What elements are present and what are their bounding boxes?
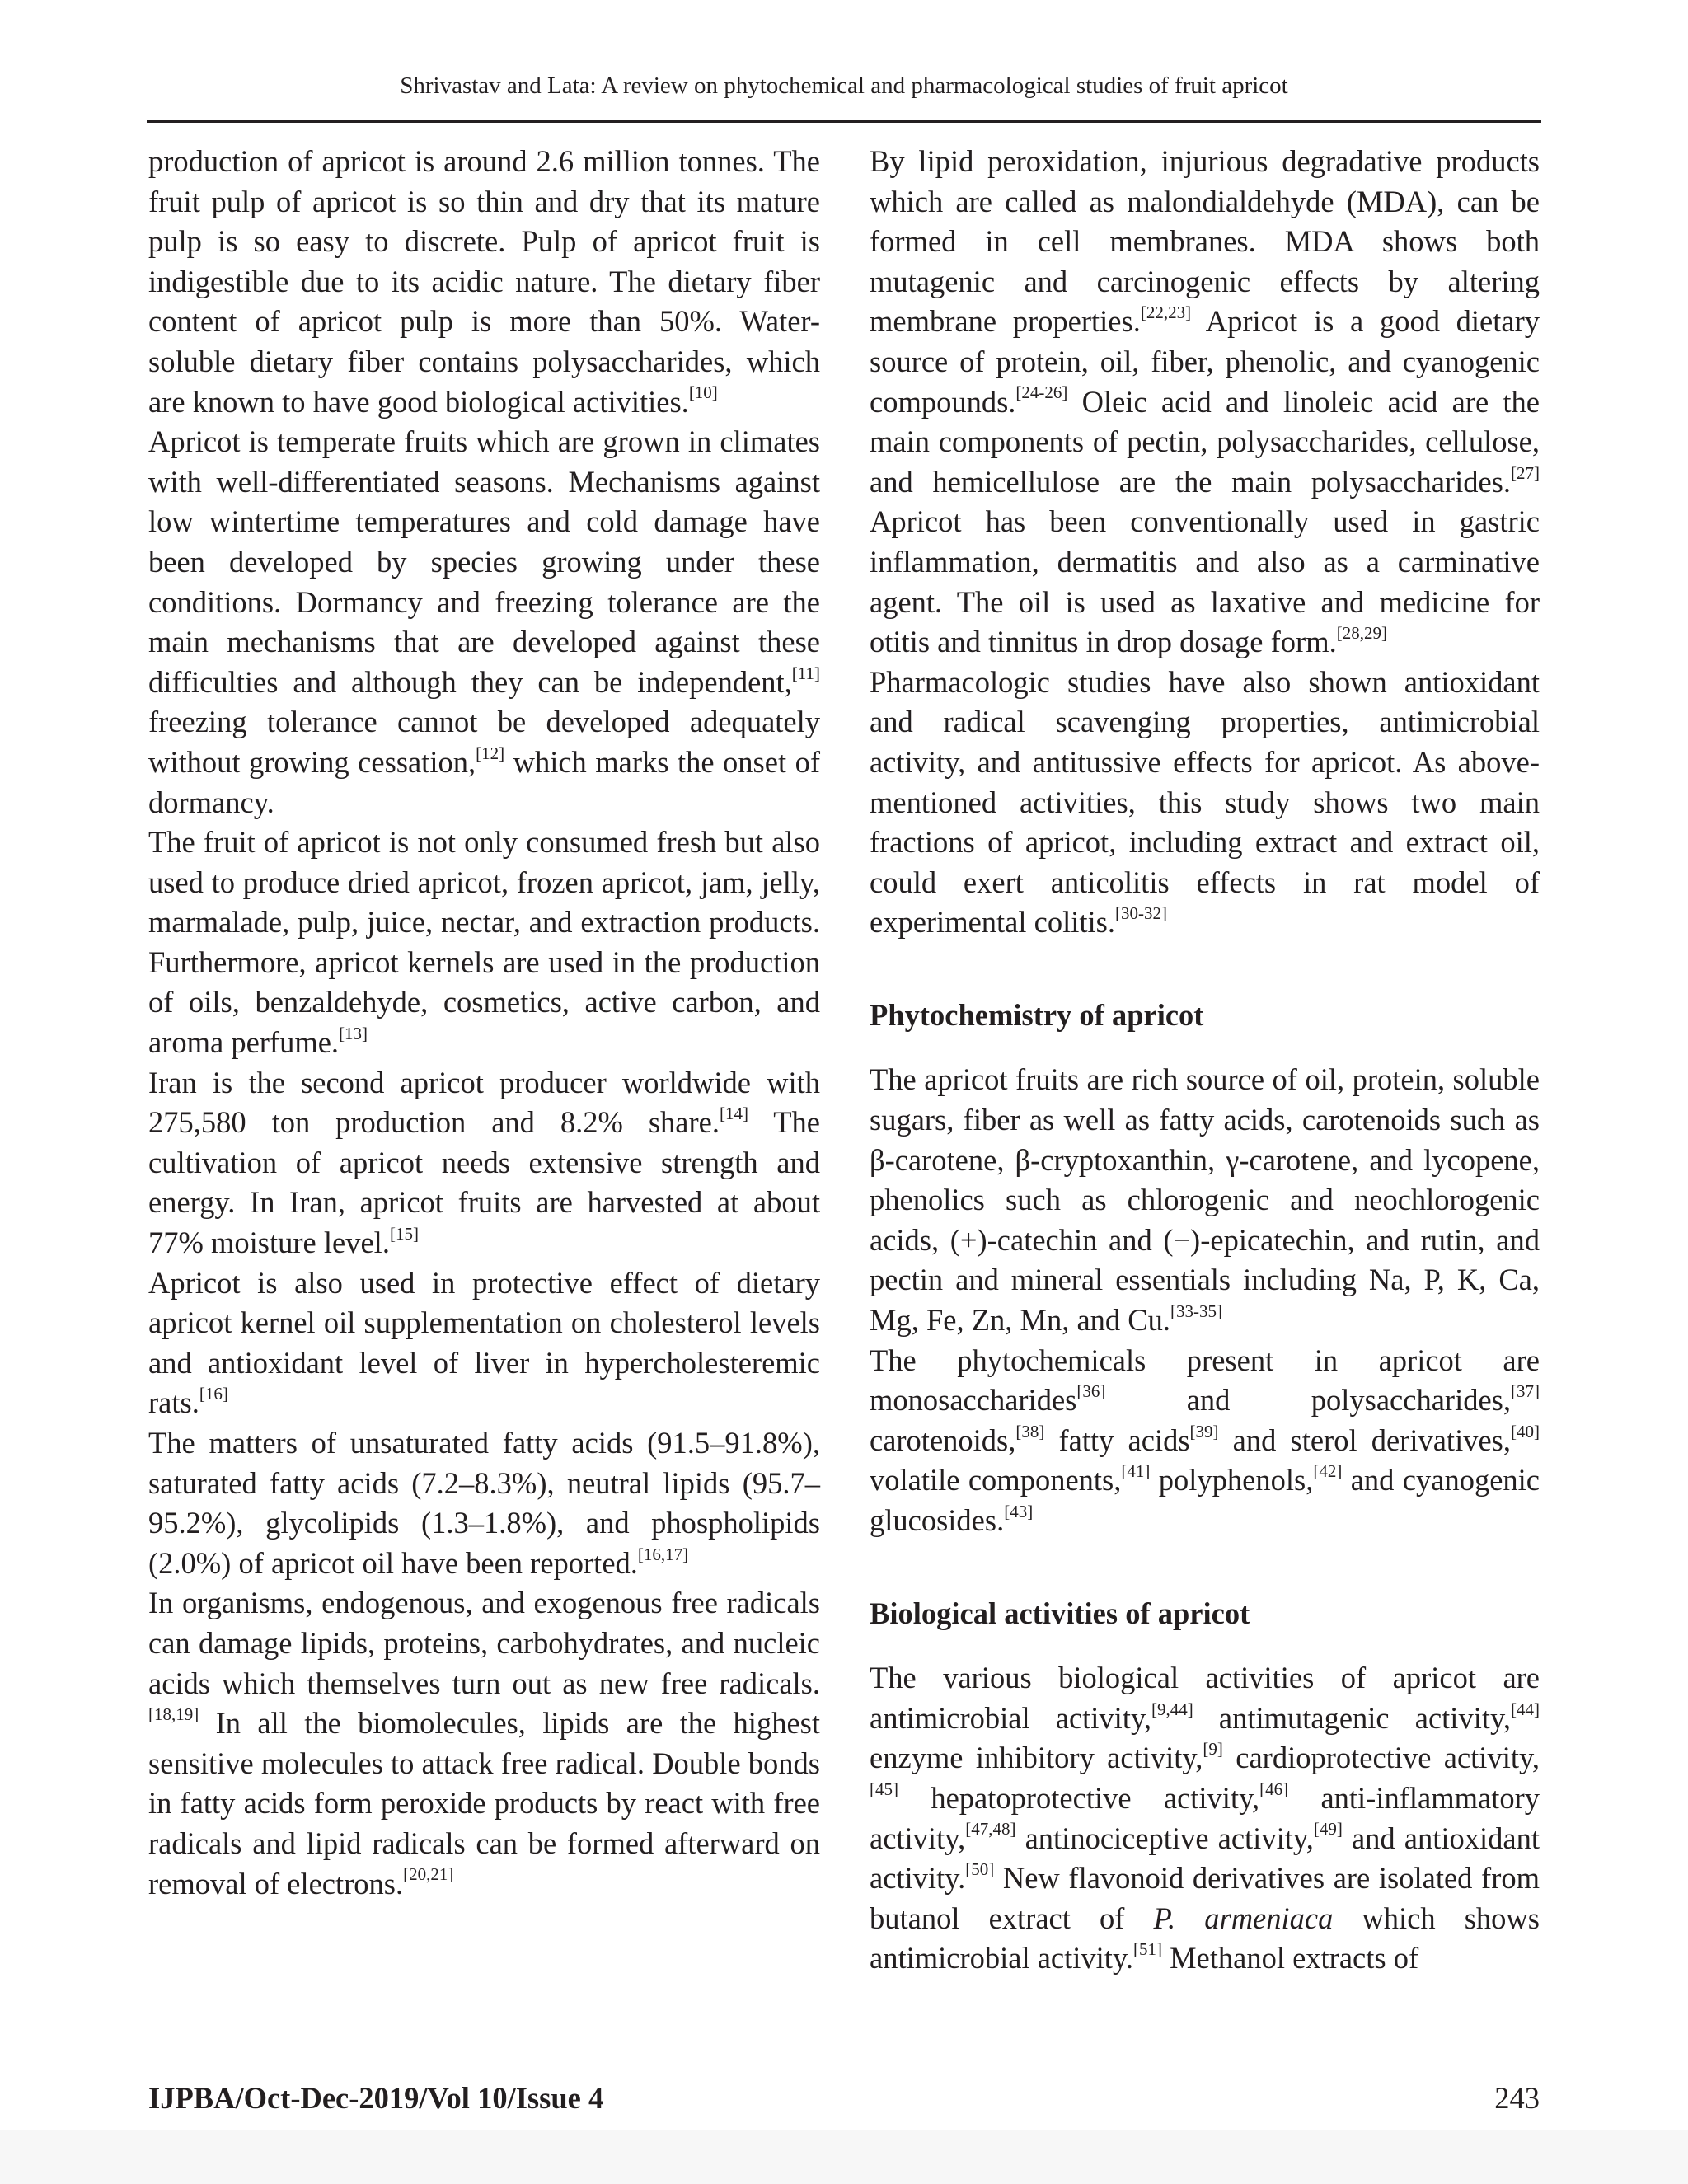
citation[interactable]: [11] <box>791 663 820 683</box>
citation[interactable]: [16,17] <box>637 1544 689 1564</box>
paragraph: The various biological activities of apricot are antimicrobial activity,[9,44] antimutagenic activity,[44] enzyme inhibitory activity,[9] cardioprotective activity,[45] hepatoprotective activity,[46] anti-inflammatory activity,[47,48] antinociceptive activity,[49] and antioxidant activity.[50] New flavonoid derivatives are isolated from butanol extract of P. armeniaca which shows antimicrobial activity.[51] Methanol extracts of <box>870 1661 1540 1975</box>
paragraph: Pharmacologic studies have also shown antioxidant and radical scavenging properties, antimicrobial activity, and antitussive effects for apricot. As above-mentioned activities, this study shows two main fractions of apricot, including extract and extract oil, could exert anticolitis effects in rat model of experimental colitis.[30-32] <box>870 664 1540 940</box>
citation[interactable]: [16] <box>199 1384 228 1404</box>
paragraph: The fruit of apricot is not only consumed fresh but also used to produce dried apricot, frozen apricot, jam, jelly, marmalade, pulp, juice, nectar, and extraction products. Furthermore, apricot kernels are used in the production of oils, benzaldehyde, cosmetics, active carbon, and aroma perfume.[13] <box>148 825 820 1060</box>
citation[interactable]: [40] <box>1510 1421 1540 1441</box>
citation[interactable]: [15] <box>389 1223 419 1244</box>
paragraph: By lipid peroxidation, injurious degradative products which are called as malondialdehyde (MDA), can be formed in cell membranes. MDA shows both mutagenic and carcinogenic effects by altering membrane properties.[22,23] Apricot is a good dietary source of protein, oil, fiber, phenolic, and cyanogenic compounds.[24-26] Oleic acid and linoleic acid are the main components of pectin, polysaccharides, cellulose, and hemicellulose are the main polysaccharides.[27] Apricot has been conventionally used in gastric inflammation, dermatitis and also as a carminative agent. The oil is used as laxative and medicine for otitis and tinnitus in drop dosage form.[28,29] <box>870 144 1540 659</box>
paragraph: In organisms, endogenous, and exogenous free radicals can damage lipids, proteins, carbohydrates, and nucleic acids which themselves turn out as new free radicals.[18,19] In all the biomolecules, lipids are the highest sensitive molecules to attack free radical. Double bonds in fatty acids form peroxide products by react with free radicals and lipid radicals can be formed afterward on removal of electrons.[20,21] <box>148 1586 820 1900</box>
citation[interactable]: [44] <box>1511 1699 1540 1719</box>
right-column <box>870 142 1540 1979</box>
citation[interactable]: [42] <box>1313 1461 1343 1482</box>
citation[interactable]: [47,48] <box>965 1819 1016 1840</box>
citation[interactable]: [38] <box>1015 1421 1045 1441</box>
paragraph: The matters of unsaturated fatty acids (91.5–91.8%), saturated fatty acids (7.2–8.3%), neutral lipids (95.7–95.2%), glycolipids (1.3–1.8%), and phospholipids (2.0%) of apricot oil have been reported.[16,17] <box>148 1426 820 1580</box>
citation[interactable]: [41] <box>1121 1461 1151 1482</box>
journal-issue-footer: IJPBA/Oct-Dec-2019/Vol 10/Issue 4 <box>148 2081 604 2115</box>
citation[interactable]: [14] <box>719 1104 748 1124</box>
citation[interactable]: [28,29] <box>1336 622 1387 643</box>
section-heading-biological-activities: Biological activities of apricot <box>870 1596 1250 1630</box>
citation[interactable]: [49] <box>1313 1819 1343 1840</box>
citation[interactable]: [22,23] <box>1140 302 1192 323</box>
bottom-margin-band <box>0 2130 1688 2184</box>
paragraph: The apricot fruits are rich source of oil, protein, soluble sugars, fiber as well as fatty acids, carotenoids such as β-carotene, β-cryptoxanthin, γ-carotene, and lycopene, phenolics such as chlorogenic and neochlorogenic acids, (+)-catechin and (−)-epicatechin, and rutin, and pectin and mineral essentials including Na, P, K, Ca, Mg, Fe, Zn, Mn, and Cu.[33-35] <box>870 1062 1540 1338</box>
citation[interactable]: [33-35] <box>1170 1301 1222 1321</box>
paragraph: Apricot is also used in protective effect of dietary apricot kernel oil supplementation on cholesterol levels and antioxidant level of liver in hypercholesteremic rats.[16] <box>148 1265 820 1420</box>
paragraph: The phytochemicals present in apricot are monosaccharides[36] and polysaccharides,[37] carotenoids,[38] fatty acids[39] and sterol derivatives,[40] volatile components,[41] polyphenols,[42] and cyanogenic glucosides.[43] <box>870 1343 1540 1537</box>
citation[interactable]: [39] <box>1189 1421 1219 1441</box>
citation[interactable]: [9,44] <box>1151 1699 1193 1719</box>
citation[interactable]: [12] <box>476 743 505 763</box>
header-rule <box>147 120 1541 123</box>
citation[interactable]: [37] <box>1511 1381 1540 1402</box>
citation[interactable]: [50] <box>965 1859 995 1879</box>
citation[interactable]: [46] <box>1259 1779 1289 1799</box>
species-name: P. armeniaca <box>1153 1900 1334 1935</box>
page-number: 243 <box>1494 2081 1540 2115</box>
paragraph: production of apricot is around 2.6 million tonnes. The fruit pulp of apricot is so thin and dry that its mature pulp is so easy to discrete. Pulp of apricot fruit is indigestible due to its acidic nature. The dietary fiber content of apricot pulp is more than 50%. Water-soluble dietary fiber contains polysaccharides, which are known to have good biological activities.[10] <box>148 144 820 419</box>
running-header: Shrivastav and Lata: A review on phytochemical and pharmacological studies of fruit apricot <box>400 73 1288 99</box>
paragraph: Iran is the second apricot producer worldwide with 275,580 ton production and 8.2% share.[14] The cultivation of apricot needs extensive strength and energy. In Iran, apricot fruits are harvested at about 77% moisture level.[15] <box>148 1065 820 1260</box>
citation[interactable]: [36] <box>1076 1381 1106 1402</box>
citation[interactable]: [20,21] <box>403 1864 454 1885</box>
left-column <box>148 142 820 1904</box>
citation[interactable]: [45] <box>870 1779 898 1799</box>
citation[interactable]: [43] <box>1004 1501 1034 1521</box>
citation[interactable]: [18,19] <box>148 1704 199 1724</box>
citation[interactable]: [27] <box>1511 462 1540 483</box>
citation[interactable]: [30-32] <box>1115 903 1167 924</box>
citation[interactable]: [13] <box>339 1023 368 1043</box>
citation[interactable]: [9] <box>1203 1739 1223 1760</box>
citation[interactable]: [51] <box>1132 1939 1162 1960</box>
citation[interactable]: [10] <box>688 382 718 403</box>
paragraph: Apricot is temperate fruits which are grown in climates with well-differentiated seasons. Mechanisms against low wintertime temperatures and cold damage have been developed by species growing under these conditions. Dormancy and freezing tolerance are the main mechanisms that are developed against these difficulties and although they can be independent,[11] freezing tolerance cannot be developed adequately without growing cessation,[12] which marks the onset of dormancy. <box>148 424 820 819</box>
citation[interactable]: [24-26] <box>1015 382 1068 403</box>
section-heading-phytochemistry: Phytochemistry of apricot <box>870 997 1204 1032</box>
